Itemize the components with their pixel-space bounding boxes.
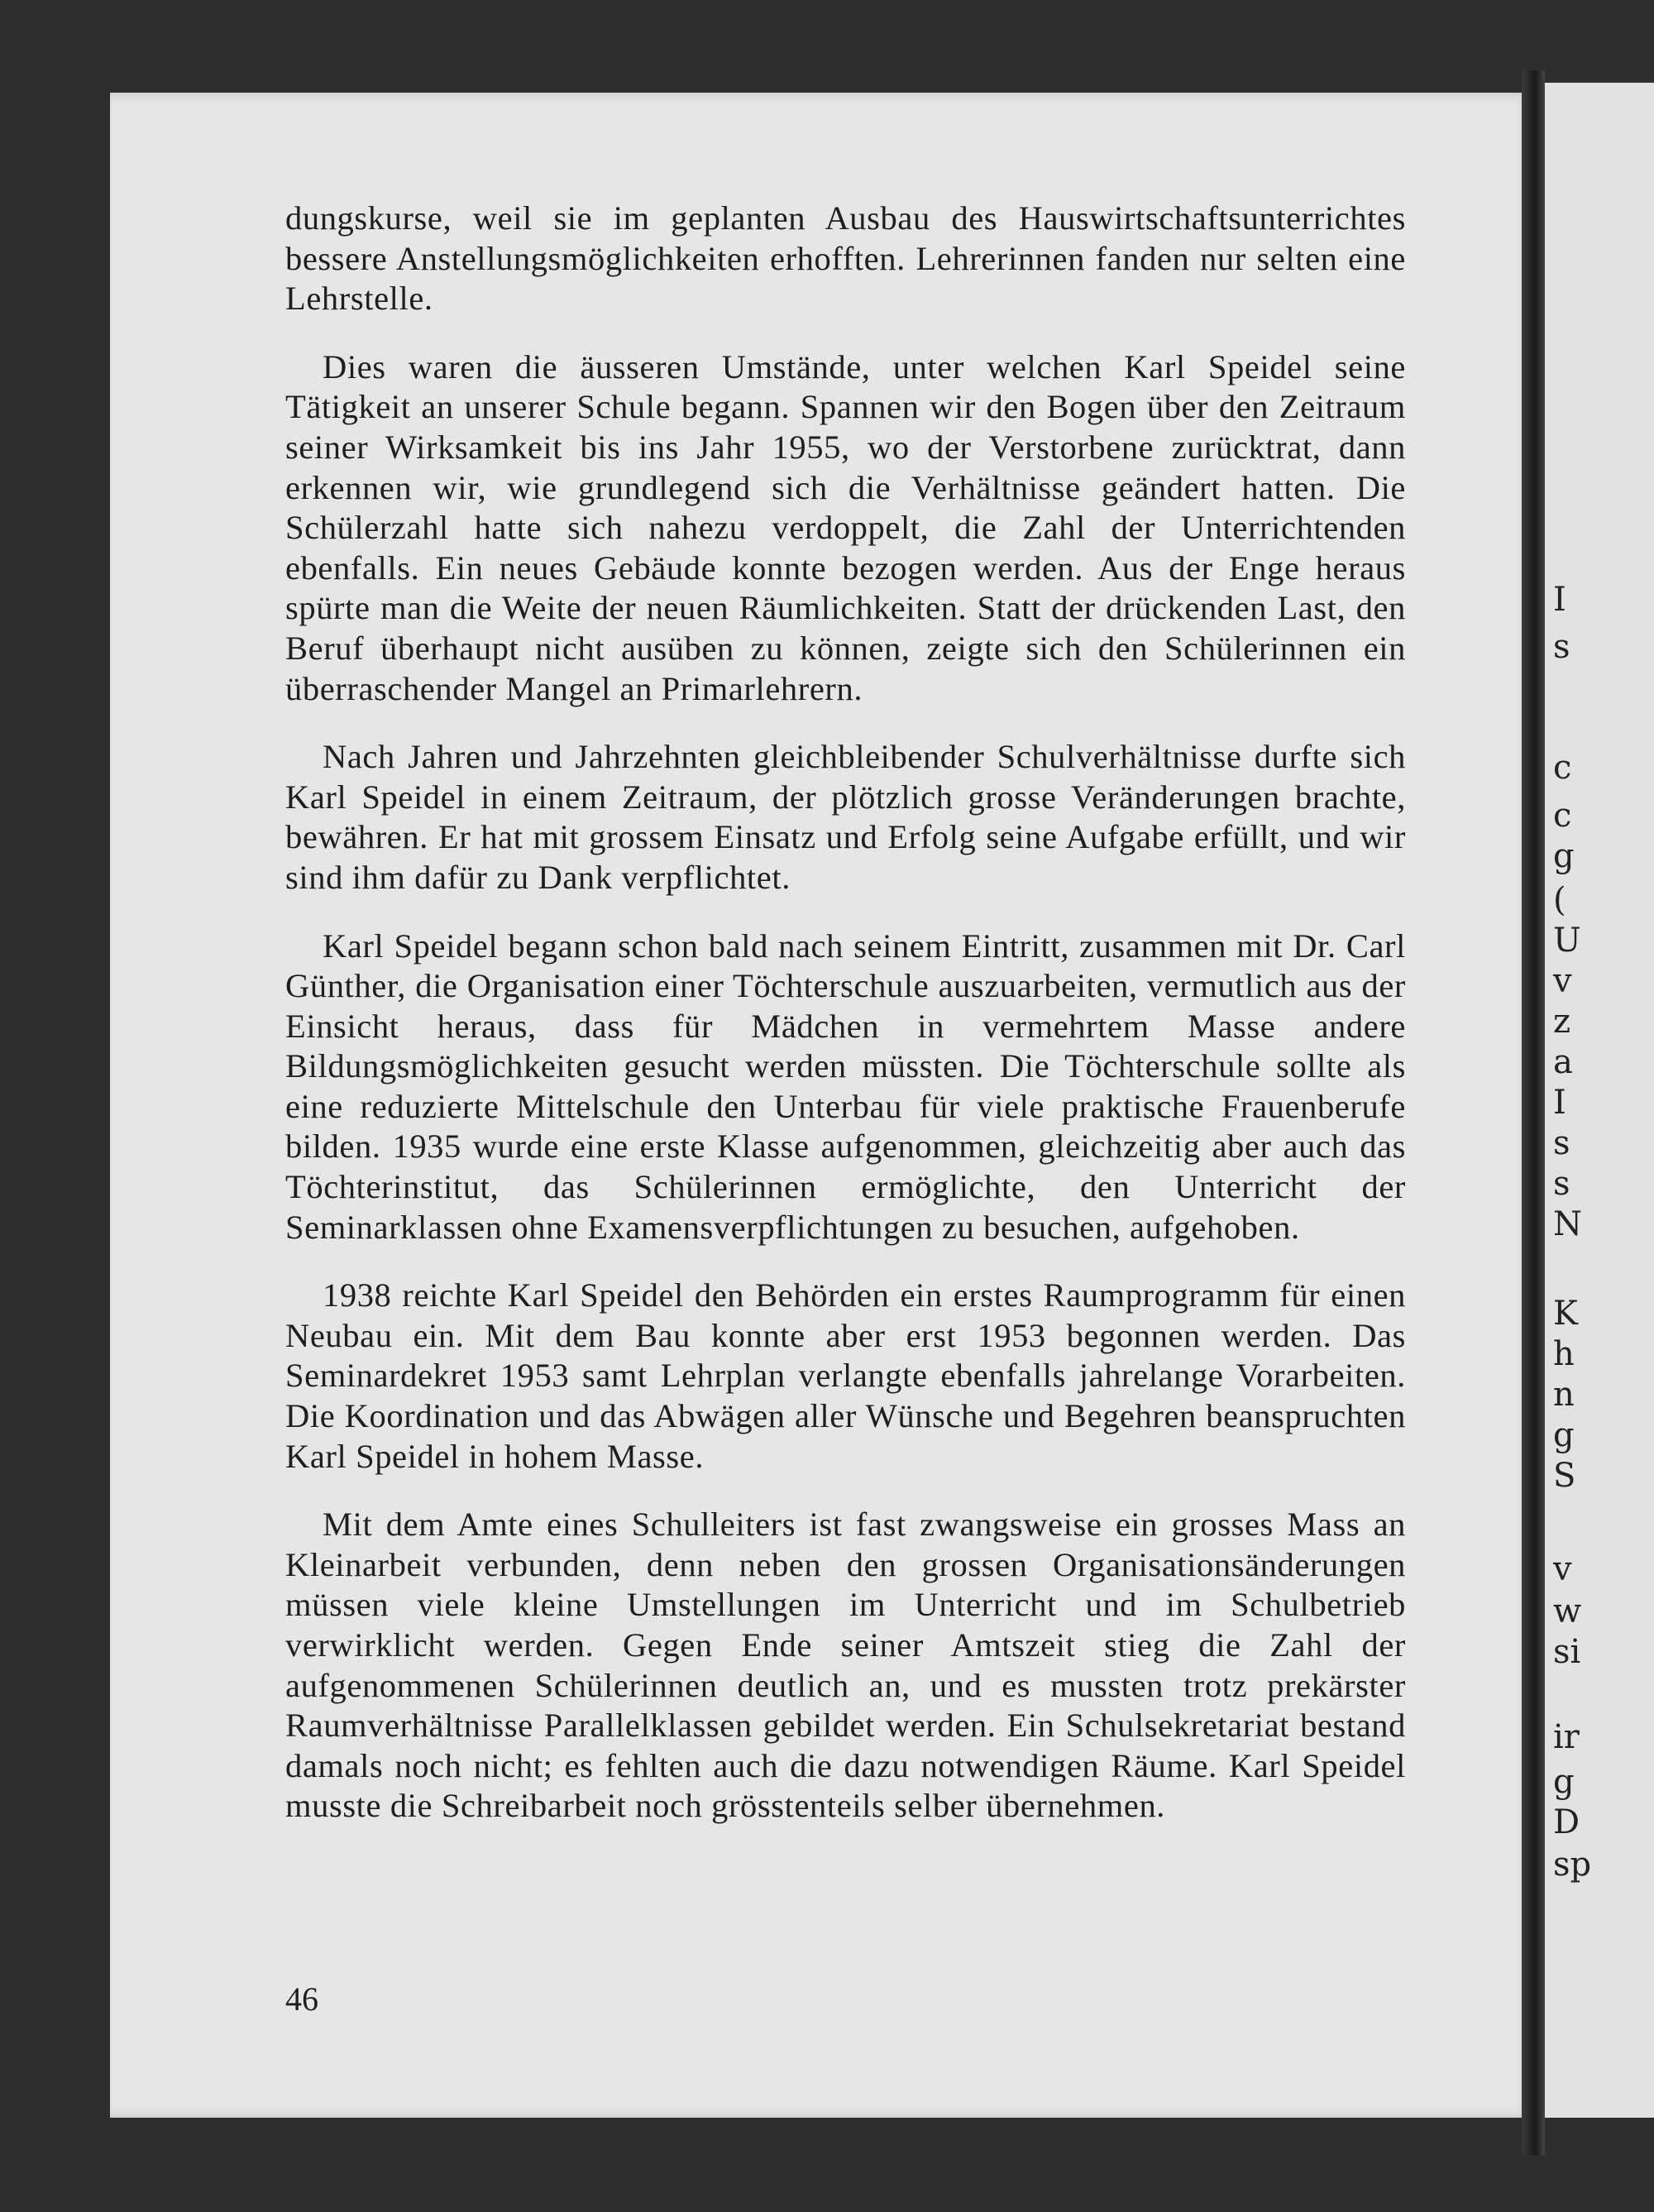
facing-page-fragment: s [1553, 1165, 1570, 1203]
facing-page-fragment: v [1553, 1550, 1572, 1588]
facing-page-fragment: g [1553, 837, 1575, 875]
book-gutter [1522, 70, 1545, 2155]
facing-page-fragment: g [1553, 1416, 1575, 1454]
facing-page-fragment: s [1553, 628, 1570, 666]
facing-page-fragment: sp [1553, 1846, 1592, 1884]
paragraph: 1938 reichte Karl Speidel den Behörden ein erstes Raumprogramm für einen Neubau ein. Mit dem Bau konnte aber erst 1953 begonnen werden. Das Seminardekret 1953 samt Lehrplan verlangte ebenfalls jahrelange Vorarbeiten. Die Koordination und das Abwägen aller Wünsche und Begehren beanspruchten Karl Speidel in hohem Masse. [285, 1276, 1406, 1475]
facing-page-fragment: c [1553, 749, 1572, 787]
facing-page-fragment: z [1553, 1003, 1571, 1041]
facing-page-fragment: n [1553, 1376, 1575, 1414]
facing-page-fragment: S [1553, 1457, 1576, 1495]
facing-page-fragment: si [1553, 1633, 1581, 1671]
paragraph: Mit dem Amte eines Schulleiters ist fast zwangsweise ein grosses Mass an Kleinarbeit verbunden, denn neben den grossen Organisationsänderungen müssen viele kleine Umstellungen im Unterricht und im Schulbetrieb verwirklicht werden. Gegen Ende seiner Amtszeit stieg die Zahl der aufgenommenen Schülerinnen deutlich an, und es mussten trotz prekärster Raumverhältnisse Parallelklassen gebildet werden. Ein Schulsekretariat bestand damals noch nicht; es fehlten auch die dazu notwendigen Räume. Karl Speidel musste die Schreibarbeit noch grösstenteils selber übernehmen. [285, 1506, 1406, 1825]
body-text [285, 199, 1406, 1855]
paragraph: dungskurse, weil sie im geplanten Ausbau des Hauswirtschaftsunterrichtes bessere Anstellungsmöglichkeiten erhofften. Lehrerinnen fanden nur selten eine Lehrstelle. [285, 199, 1406, 318]
facing-page-fragment: I [1553, 581, 1566, 619]
facing-page-fragment: a [1553, 1043, 1573, 1081]
facing-page-fragment: h [1553, 1335, 1575, 1373]
facing-page-fragment: w [1553, 1592, 1582, 1630]
facing-page-fragment: D [1553, 1803, 1580, 1841]
facing-page-fragment: ( [1553, 881, 1566, 919]
paragraph: Karl Speidel begann schon bald nach seinem Eintritt, zusammen mit Dr. Carl Günther, die Organisation einer Töchterschule auszuarbeiten, vermutlich aus der Einsicht heraus, dass für Mädchen in vermehrtem Masse andere Bildungsmöglichkeiten gesucht werden müssten. Die Töchterschule sollte als eine reduzierte Mittelschule den Unterbau für viele praktische Frauenberufe bilden. 1935 wurde eine erste Klasse aufgenommen, gleichzeitig aber auch das Töchterinstitut, das Schülerinnen ermöglichte, den Unterricht der Seminarklassen ohne Examensverpflichtungen zu besuchen, aufgehoben. [285, 926, 1406, 1246]
facing-page-fragment: g [1553, 1763, 1575, 1801]
facing-page-fragment: N [1553, 1205, 1582, 1243]
facing-page-fragment: U [1553, 922, 1581, 960]
facing-page-fragment: I [1553, 1084, 1566, 1122]
facing-page-fragment: ir [1553, 1718, 1580, 1756]
paragraph: Dies waren die äusseren Umstände, unter welchen Karl Speidel seine Tätigkeit an unserer Schule begann. Spannen wir den Bogen über den Zeitraum seiner Wirksamkeit bis ins Jahr 1955, wo der Verstorbene zurücktrat, dann erkennen wir, wie grundlegend sich die Verhältnisse geändert hatten. Die Schülerzahl hatte sich nahezu verdoppelt, die Zahl der Unterrichtenden ebenfalls. Ein neues Gebäude konnte bezogen werden. Aus der Enge heraus spürte man die Weite der neuen Räumlichkeiten. Statt der drückenden Last, den Beruf überhaupt nicht ausüben zu können, zeigte sich den Schülerinnen ein überraschender Mangel an Primarlehrern. [285, 347, 1406, 707]
facing-page-fragment: s [1553, 1124, 1570, 1162]
facing-page-fragment: K [1553, 1295, 1578, 1333]
facing-page-edge [1545, 83, 1654, 2118]
page-number: 46 [285, 1980, 318, 2018]
paragraph: Nach Jahren und Jahrzehnten gleichbleibender Schulverhältnisse durfte sich Karl Speidel in einem Zeitraum, der plötzlich grosse Veränderungen brachte, bewähren. Er hat mit grossem Einsatz und Erfolg seine Aufgabe erfüllt, und wir sind ihm dafür zu Dank verpflichtet. [285, 738, 1406, 896]
facing-page-fragment: c [1553, 797, 1572, 835]
facing-page-fragment: v [1553, 962, 1572, 1000]
